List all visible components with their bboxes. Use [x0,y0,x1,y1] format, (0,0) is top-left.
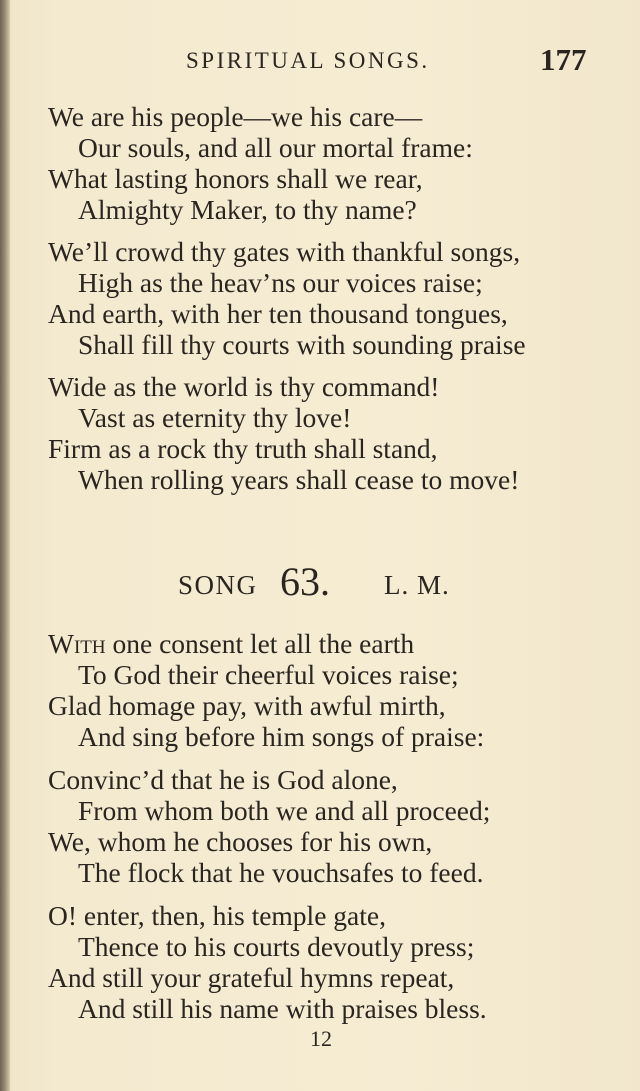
book-spine-edge [0,0,10,1091]
song-number: 63. [280,559,330,604]
stanza-song-1 [48,628,618,752]
verse-line: Wide as the world is thy command! [48,371,440,402]
first-line-rest: one consent let all the earth [105,628,415,659]
verse-line: Shall fill thy courts with sounding praise [78,329,526,360]
running-title: SPIRITUAL SONGS. [186,48,430,73]
verse-line: And still his name with praises bless. [78,993,487,1024]
first-word-smallcaps: ith [73,628,106,659]
verse-line: What lasting honors shall we rear, [48,163,423,194]
verse-line: The flock that he vouchsafes to feed. [78,857,484,888]
stanza-prev-3 [48,371,618,495]
verse-line: High as the heav’ns our voices raise; [78,267,483,298]
verse-line: We are his people—we his care— [48,101,423,132]
verse-line: And still your grateful hymns repeat, [48,962,455,993]
verse-line: When rolling years shall cease to move! [78,464,520,495]
verse-line: Our souls, and all our mortal frame: [78,132,473,163]
verse-line: And earth, with her ten thousand tongues, [48,298,508,329]
song-label: SONG [178,570,258,600]
stanza-prev-1 [48,101,618,225]
stanza-prev-2 [48,236,618,360]
verse-line: And sing before him songs of praise: [78,721,485,752]
song-meter: L. M. [384,570,450,600]
stanza-song-2 [48,764,618,888]
verse-line-first [48,628,618,659]
verse-line: Vast as eternity thy love! [78,402,352,433]
signature-mark: 12 [310,1026,332,1051]
stanza-song-3 [48,900,618,1024]
verse-line: Almighty Maker, to thy name? [78,194,417,225]
drop-initial: W [48,628,74,659]
page-header [0,42,640,82]
verse-line: Firm as a rock thy truth shall stand, [48,433,438,464]
song-heading [0,558,640,608]
verse-line: We, whom he chooses for his own, [48,826,433,857]
verse-line: Convinc’d that he is God alone, [48,764,398,795]
verse-line: From whom both we and all proceed; [78,795,491,826]
verse-line: Glad homage pay, with awful mirth, [48,690,446,721]
verse-line: We’ll crowd thy gates with thankful songs, [48,236,521,267]
verse-line: O! enter, then, his temple gate, [48,900,386,931]
verse-line: Thence to his courts devoutly press; [78,931,475,962]
page-number: 177 [540,42,587,77]
verse-line: To God their cheerful voices raise; [78,659,459,690]
